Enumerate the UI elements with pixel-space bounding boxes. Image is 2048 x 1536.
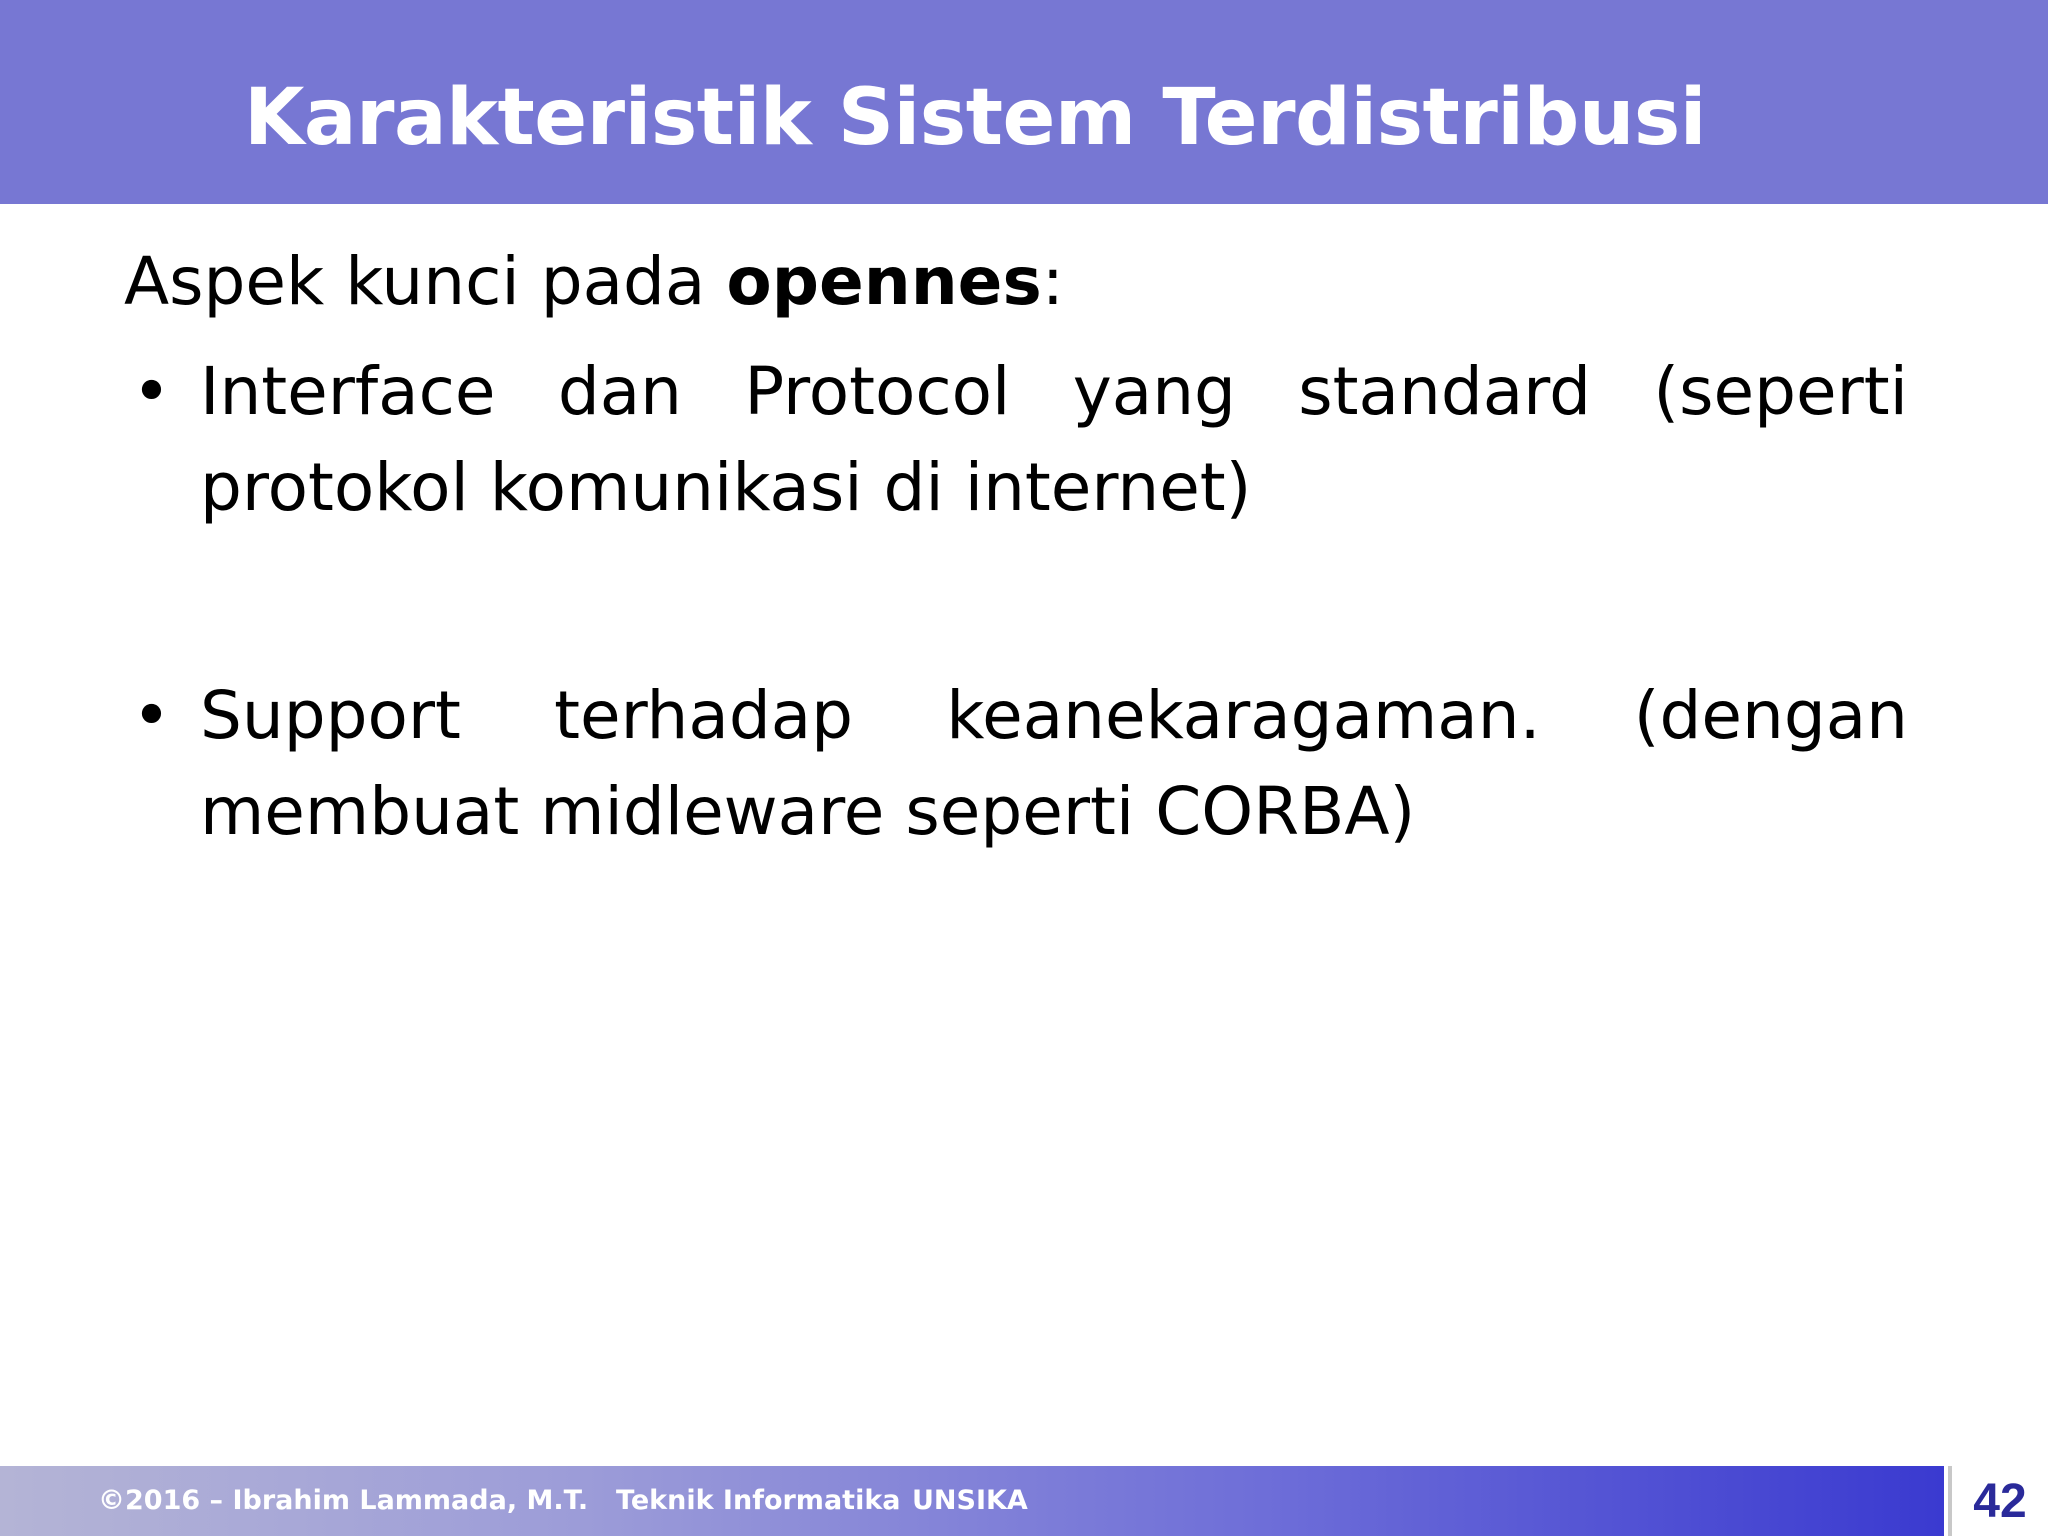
bullet-text: Interface dan Protocol yang standard (seperti protokol komunikasi di internet): [200, 353, 1908, 526]
slide-title: Karakteristik Sistem Terdistribusi: [243, 73, 1707, 163]
slide-content: [124, 232, 1908, 860]
intro-prefix: Aspek kunci pada: [124, 243, 727, 320]
footer-bar: [0, 1466, 1944, 1536]
intro-suffix: :: [1041, 243, 1064, 320]
footer-institution: UNSIKA: [912, 1485, 1028, 1516]
page-number: 42: [1973, 1475, 2027, 1528]
page-number-box: [1948, 1466, 2048, 1536]
bullet-text: Support terhadap keanekaragaman. (dengan membuat midleware seperti CORBA): [200, 677, 1908, 850]
intro-bold-term: opennes: [726, 243, 1042, 320]
bullet-dot-icon: •: [132, 677, 171, 754]
intro-line: [124, 232, 1908, 332]
bullet-item: [124, 344, 1908, 536]
bullet-dot-icon: •: [132, 353, 171, 430]
bullet-item: [124, 668, 1908, 860]
footer-copyright: ©2016 – Ibrahim Lammada, M.T.: [98, 1485, 589, 1516]
footer-department: Teknik Informatika: [616, 1485, 901, 1516]
